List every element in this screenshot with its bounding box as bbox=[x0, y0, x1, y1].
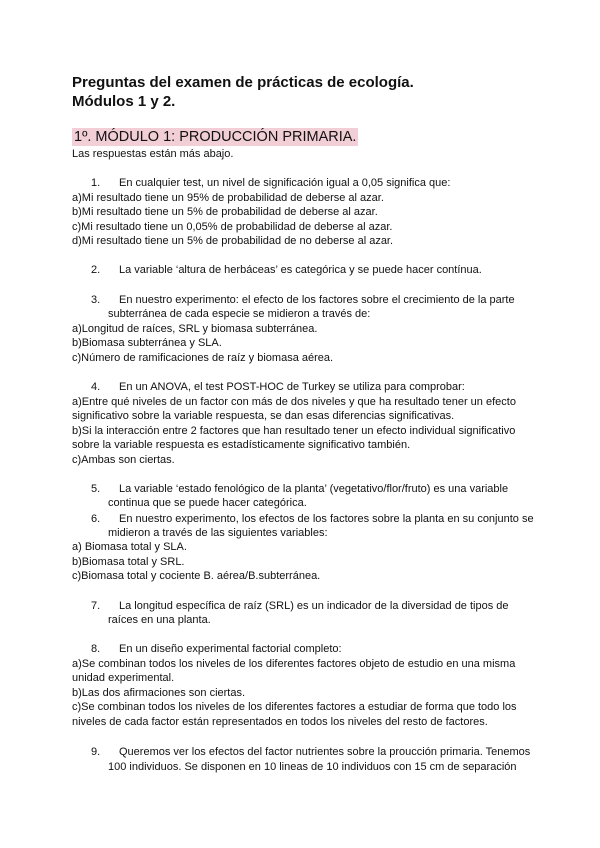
answer-option: b)Biomasa subterránea y SLA. bbox=[72, 337, 222, 349]
question-number: 1. bbox=[91, 177, 101, 189]
question-text: La variable ‘estado fenológico de la planta’ (vegetativo/flor/fruto) es una variable bbox=[119, 483, 509, 495]
answer-option: d)Mi resultado tiene un 5% de probabilidad de no deberse al azar. bbox=[72, 235, 394, 247]
answer-option: significativo sobre la variable respuesta, se dan esas diferencias significativas. bbox=[72, 410, 455, 422]
question-number: 7. bbox=[91, 600, 101, 612]
question-text: Queremos ver los efectos del factor nutrientes sobre la proucción primaria. Tenemos bbox=[119, 746, 531, 758]
question-number: 5. bbox=[91, 483, 101, 495]
answer-option: a)Se combinan todos los niveles de los diferentes factores objeto de estudio en una misma bbox=[72, 658, 516, 670]
question-text: 100 individuos. Se disponen en 10 lineas de 10 individuos con 15 cm de separación bbox=[108, 761, 517, 773]
answer-option: c)Biomasa total y cociente B. aérea/B.subterránea. bbox=[72, 570, 321, 582]
question-number: 4. bbox=[91, 381, 101, 393]
intro-text: Las respuestas están más abajo. bbox=[72, 148, 234, 160]
answer-option: a) Biomasa total y SLA. bbox=[72, 541, 187, 553]
document-title-line2: Módulos 1 y 2. bbox=[72, 93, 176, 110]
answer-option: c)Número de ramificaciones de raíz y biomasa aérea. bbox=[72, 352, 334, 364]
question-text: La variable ‘altura de herbáceas’ es categórica y se puede hacer contínua. bbox=[119, 264, 482, 276]
answer-option: b)Biomasa total y SRL. bbox=[72, 556, 185, 568]
question-text: En un ANOVA, el test POST-HOC de Turkey se utiliza para comprobar: bbox=[119, 381, 465, 393]
answer-option: a)Entre qué niveles de un factor con más de dos niveles y que ha resultado tener un efecto bbox=[72, 396, 516, 408]
document-title-line1: Preguntas del examen de prácticas de ecología. bbox=[72, 74, 414, 91]
section-heading: 1º. MÓDULO 1: PRODUCCIÓN PRIMARIA. bbox=[74, 129, 357, 145]
question-text: raíces en una planta. bbox=[108, 614, 211, 626]
question-text: subterránea de cada especie se midieron a través de: bbox=[108, 308, 371, 320]
question-text: midieron a través de las siguientes variables: bbox=[108, 527, 328, 539]
question-number: 6. bbox=[91, 513, 101, 525]
answer-option: a)Longitud de raíces, SRL y biomasa subterránea. bbox=[72, 323, 318, 335]
answer-option: c)Mi resultado tiene un 0,05% de probabilidad de deberse al azar. bbox=[72, 221, 393, 233]
question-number: 8. bbox=[91, 643, 101, 655]
question-number: 3. bbox=[91, 294, 101, 306]
question-text: En cualquier test, un nivel de significación igual a 0,05 significa que: bbox=[119, 177, 451, 189]
answer-option: unidad experimental. bbox=[72, 672, 175, 684]
answer-option: niveles de cada factor están representados en todos los niveles del resto de factores. bbox=[72, 716, 488, 728]
question-text: En nuestro experimento, los efectos de los factores sobre la planta en su conjunto se bbox=[119, 513, 534, 525]
question-text: continua que se puede hacer categórica. bbox=[108, 497, 307, 509]
answer-option: c)Ambas son ciertas. bbox=[72, 454, 175, 466]
answer-option: b)Las dos afirmaciones son ciertas. bbox=[72, 687, 246, 699]
answer-option: sobre la variable respuesta es estadísticamente significativo también. bbox=[72, 439, 411, 451]
question-number: 2. bbox=[91, 264, 101, 276]
question-text: En un diseño experimental factorial completo: bbox=[119, 643, 342, 655]
question-text: La longitud específica de raíz (SRL) es un indicador de la diversidad de tipos de bbox=[119, 600, 509, 612]
answer-option: a)Mi resultado tiene un 95% de probabilidad de deberse al azar. bbox=[72, 192, 384, 204]
answer-option: b)Si la interacción entre 2 factores que han resultado tener un efecto individual significativo bbox=[72, 425, 516, 437]
answer-option: c)Se combinan todos los niveles de los diferentes factores a estudiar de forma que todo los bbox=[72, 701, 517, 713]
question-text: En nuestro experimento: el efecto de los factores sobre el crecimiento de la parte bbox=[119, 294, 515, 306]
answer-option: b)Mi resultado tiene un 5% de probabilidad de deberse al azar. bbox=[72, 206, 378, 218]
question-number: 9. bbox=[91, 746, 101, 758]
